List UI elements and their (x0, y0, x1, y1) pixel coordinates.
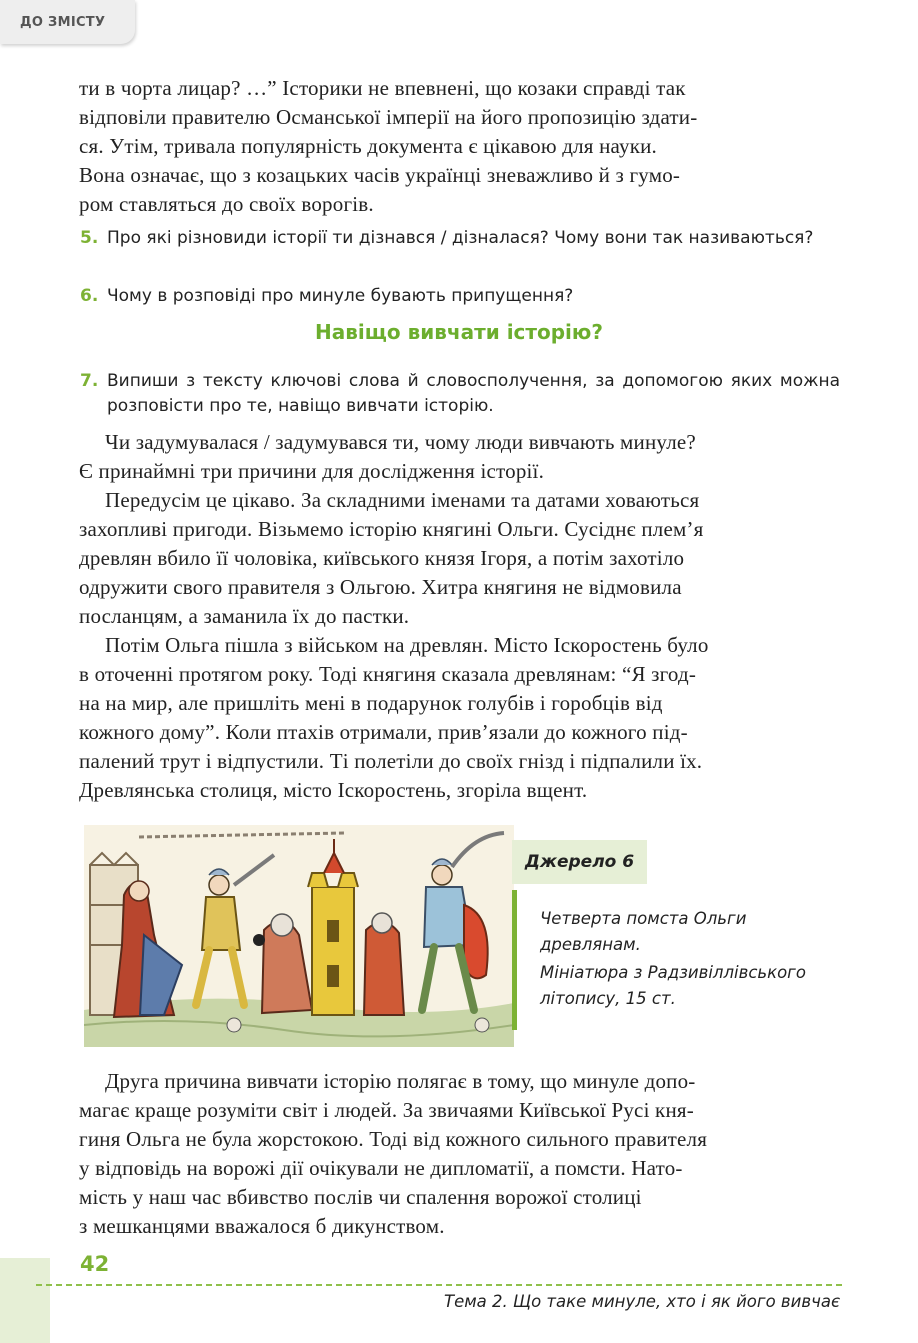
page-number: 42 (80, 1252, 110, 1276)
text-line: магає краще розуміти світ і людей. За звичаями Київської Русі кня- (79, 1098, 694, 1122)
toc-link[interactable] (0, 0, 135, 44)
paragraph-3 (79, 631, 840, 805)
paragraph-2 (79, 486, 840, 631)
caption-line: Четверта помста Ольги древлянам. (540, 909, 747, 954)
intro-paragraph (79, 74, 840, 219)
text-line: в оточенні протягом року. Тоді княгиня сказала древлянам: “Я згод- (79, 662, 697, 686)
question-6 (80, 284, 840, 309)
text-line: Древлянська столиця, місто Іскоростень, згоріла вщент. (79, 778, 588, 802)
question-text: Про які різновиди історії ти дізнався / дізналася? Чому вони так називаються? (107, 228, 814, 248)
text-line: ром ставляться до своїх ворогів. (79, 192, 374, 216)
text-line: захопливі пригоди. Візьмемо історію княгині Ольги. Сусіднє плем’я (79, 517, 704, 541)
question-number: 6. (80, 286, 99, 306)
source-accent-bar (512, 890, 517, 1030)
text-line: у відповідь на ворожі дії очікували не дипломатії, а помсти. Нато- (79, 1156, 683, 1180)
paragraph-1 (79, 428, 840, 486)
text-line: з мешканцями вважалося б дикунством. (79, 1214, 445, 1238)
text-line: одружити свого правителя з Ольгою. Хитра княгиня не відмовила (79, 575, 682, 599)
question-number: 7. (80, 371, 99, 391)
text-line: ся. Утім, тривала популярність документа є цікавою для науки. (79, 134, 657, 158)
caption-line: Мініатюра з Радзивіллівського літопису, 15 ст. (540, 963, 806, 1008)
source-caption (540, 906, 850, 1014)
chronicle-miniature (84, 825, 514, 1047)
text-line: древлян вбило її чоловіка, київського князя Ігоря, а потім захотіло (79, 546, 685, 570)
text-line: мість у наш час вбивство послів чи спалення ворожої столиці (79, 1185, 642, 1209)
text-line: кожного дому”. Коли птахів отримали, прив’язали до кожного під- (79, 720, 688, 744)
text-line: Друга причина вивчати історію полягає в тому, що минуле допо- (105, 1069, 696, 1093)
paragraph-4 (79, 1067, 840, 1241)
text-line: палений трут і відпустили. Ті полетіли до своїх гнізд і підпалили їх. (79, 749, 703, 773)
footer-theme: Тема 2. Що таке минуле, хто і як його вивчає (444, 1292, 840, 1311)
section-heading: Навіщо вивчати історію? (315, 320, 603, 344)
text-line: відповіли правителю Османської імперії на його пропозицію здати- (79, 105, 698, 129)
footer-accent (0, 1258, 50, 1343)
text-line: Є принаймні три причини для дослідження історії. (79, 459, 545, 483)
question-number: 5. (80, 228, 99, 248)
question-text: Чому в розповіді про минуле бувають припущення? (107, 286, 574, 306)
text-line: Вона означає, що з козацьких часів українці зневажливо й з гумо- (79, 163, 681, 187)
text-line: Чи задумувалася / задумувався ти, чому люди вивчають минуле? (105, 430, 696, 454)
source-label: Джерело 6 (512, 840, 647, 884)
text-line: Потім Ольга пішла з військом на древлян. Місто Іскоростень було (105, 633, 709, 657)
toc-label: ДО ЗМІСТУ (20, 14, 106, 30)
text-line: ти в чорта лицар? …” Історики не впевнені, що козаки справді так (79, 76, 686, 100)
question-5 (80, 226, 840, 251)
text-line: на на мир, але пришліть мені в подарунок голубів і горобців від (79, 691, 663, 715)
question-text: Випиши з тексту ключові слова й словосполучення, за допомогою яких можна розповісти про те, навіщо вивчати історію. (107, 371, 840, 416)
text-line: Передусім це цікаво. За складними іменами та датами ховаються (105, 488, 700, 512)
text-line: посланцям, а заманила їх до пастки. (79, 604, 410, 628)
question-7 (80, 369, 840, 419)
text-line: гиня Ольга не була жорстокою. Тоді від кожного сильного правителя (79, 1127, 708, 1151)
footer-divider (36, 1284, 842, 1286)
